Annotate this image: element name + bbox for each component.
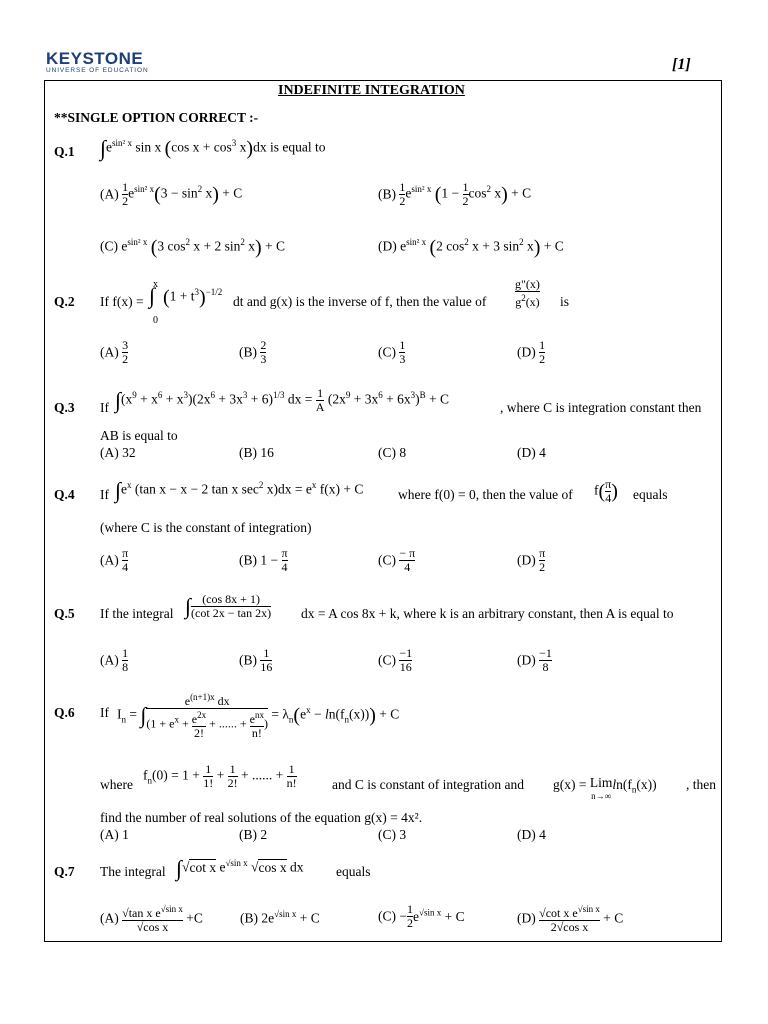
q2-lead: If f(x) = xyxy=(100,294,144,309)
brand-name: KEYSTONE xyxy=(46,49,144,68)
q6-option-b: (B) 2 xyxy=(239,827,268,842)
q4-line2: (where C is the constant of integration) xyxy=(100,520,312,535)
q4-integral: $\int e^x$ (tan x − x − 2 tan x $\sec^2 x)dx = e^x$ f(x) + C xyxy=(115,477,364,503)
q3-number: Q.3 xyxy=(54,400,75,415)
q1-option-a: (A) $\frac{1}{2}$ $e^{sin^2 x}(3 - \sin^2 x) + C$ xyxy=(100,180,243,208)
q7-option-d: (D) $\frac{√\cot x e^{√sin x}}{\text{2√cos x}}$ + C xyxy=(517,904,624,934)
q5-integrand: ∫ $\frac{(\cos 8x + 1)}{(\cot 2x - \tan 2x)}$ xyxy=(185,592,272,620)
page-title: INDEFINITE INTEGRATION xyxy=(278,83,465,98)
q1-option-d: (D) $e^{sin^2 x}$ (2 $\cos^2 x + 3$ $\sin^2 x) + C$ xyxy=(378,236,564,259)
q4-number: Q.4 xyxy=(54,487,75,502)
q7-number: Q.7 xyxy=(54,864,75,879)
q3-integral: $\int(x^9 + x^6 + x^3)(2x^6 + 3x^3 + 6)^{1/3}$ dx = $\frac{1}{A}$ $(2x^9 + 3x^6 + 6x^3)^B + C$ xyxy=(115,386,449,414)
q4-text-end: equals xyxy=(633,487,668,502)
q6-fn-definition: $f_n(0) = 1$ + $\frac{1}{1!}$ + $\frac{1}{2!}$ + ...... + $\frac{1}{n!}$ xyxy=(143,762,297,790)
q5-option-d: (D) $\frac{-1}{8}$ xyxy=(517,646,552,674)
q6-option-d: (D) 4 xyxy=(517,827,546,842)
q6-option-a: (A) 1 xyxy=(100,827,129,842)
q3-text: , where C is integration constant then xyxy=(500,400,702,415)
q1-option-b: (B) $\frac{1}{2}$ $e^{sin^2 x}$ (1 − $\frac{1}{2}$ $\cos^2 x) + C$ xyxy=(378,180,532,208)
q7-option-a: (A) $\frac{√\tan x e^{√sin x}}{\text{√cos x}}$ +C xyxy=(100,904,203,934)
q7-option-c: (C) − $\frac{1}{2}$ $e^{√sin x} + C$ xyxy=(378,902,465,930)
q5-option-b: (B) $\frac{1}{16}$ xyxy=(239,646,273,674)
q4-option-a: (A) $\frac{\pi}{4}$ xyxy=(100,546,129,574)
q6-line2-lead: where xyxy=(100,777,133,792)
q4-option-b: (B) 1 − $\frac{\pi}{4}$ xyxy=(239,546,288,574)
q1-number: Q.1 xyxy=(54,144,75,159)
q6-definition: $I_n$ = ∫ $e^{(n+1)x}$ dx ($1 + e^x$ + $\frac{e^{2x}}{2!}$ + ...... + $e^{nx}$ n! ) = $\lambda_n(e^x - \ln(f_n(x))) + C$ xyxy=(117,692,400,740)
q1-option-c: (C) $e^{sin^2 x}$ (3 $\cos^2 x + 2$ $\sin^2 x) + C$ xyxy=(100,236,286,259)
q2-upper-limit: x xyxy=(153,279,158,290)
q5-number: Q.5 xyxy=(54,606,75,621)
q7-integral: ∫√cot x $e^{√sin x}$ √cos x dx xyxy=(176,855,304,881)
q2-lower-limit: 0 xyxy=(153,315,158,326)
q5-option-a: (A) $\frac{1}{8}$ xyxy=(100,646,129,674)
brand-tagline: UNIVERSE OF EDUCATION xyxy=(46,67,149,74)
page-number: [1] xyxy=(672,56,691,73)
q4-option-c: (C) $\frac{- \pi}{4}$ xyxy=(378,546,416,574)
q4-f-pi-4: f( $\frac{\pi}{4}$ ) xyxy=(594,477,618,505)
q3-option-b: (B) 16 xyxy=(239,445,274,460)
keystone-logo xyxy=(46,50,149,75)
q6-lead: If xyxy=(100,705,109,720)
q7-lead: The integral xyxy=(100,864,166,879)
q3-option-a: (A) 32 xyxy=(100,445,136,460)
q2-option-d: (D) $\frac{1}{2}$ xyxy=(517,338,546,366)
q2-option-c: (C) $\frac{1}{3}$ xyxy=(378,338,406,366)
q2-text: dt and g(x) is the inverse of f, then the value of xyxy=(233,294,487,309)
q2-option-b: (B) $\frac{2}{3}$ xyxy=(239,338,267,366)
section-heading: **SINGLE OPTION CORRECT :- xyxy=(54,110,259,125)
q4-option-d: (D) $\frac{\pi}{2}$ xyxy=(517,546,546,574)
q6-line3: find the number of real solutions of the equation g(x) = 4x². xyxy=(100,810,423,825)
q4-lead: If xyxy=(100,487,109,502)
q3-option-d: (D) 4 xyxy=(517,445,546,460)
q2-option-a: (A) $\frac{3}{2}$ xyxy=(100,338,129,366)
q2-number: Q.2 xyxy=(54,294,75,309)
q1-lead: is equal to xyxy=(269,139,326,155)
q5-option-c: (C) $\frac{-1}{16}$ xyxy=(378,646,413,674)
q2-ratio: $\frac{g"(x)}{g^2(x)}$ xyxy=(515,277,540,309)
q5-lead: If the integral xyxy=(100,606,174,621)
q3-option-c: (C) 8 xyxy=(378,445,407,460)
q2-integrand: $(1 + t^3)^{-1/2}$ xyxy=(163,286,223,309)
q5-text: dx = A cos 8x + k, where k is an arbitrary constant, then A is equal to xyxy=(301,606,674,621)
q3-lead: If xyxy=(100,400,109,415)
q4-text: where f(0) = 0, then the value of xyxy=(398,487,573,502)
q1-question: $\int e^{sin^2 x}$ sin x (cos $x + \cos^3 x)dx$ is equal to xyxy=(100,135,326,161)
q3-line2: AB is equal to xyxy=(100,428,178,443)
q6-gx-definition: g(x) = Lim $n\to\infty\ln(f_n(x))$ xyxy=(553,775,657,801)
q7-text: equals xyxy=(336,864,371,879)
q7-option-b: (B) $2e^{√sin x} + C$ xyxy=(240,909,320,926)
q6-line2-mid: and C is constant of integration and xyxy=(332,777,524,792)
q6-number: Q.6 xyxy=(54,705,75,720)
q2-text-end: is xyxy=(560,294,570,309)
content-frame xyxy=(44,80,722,942)
q6-option-c: (C) 3 xyxy=(378,827,407,842)
q2-integral-sign: ∫ xyxy=(149,283,156,308)
q6-line2-end: , then xyxy=(686,777,716,792)
